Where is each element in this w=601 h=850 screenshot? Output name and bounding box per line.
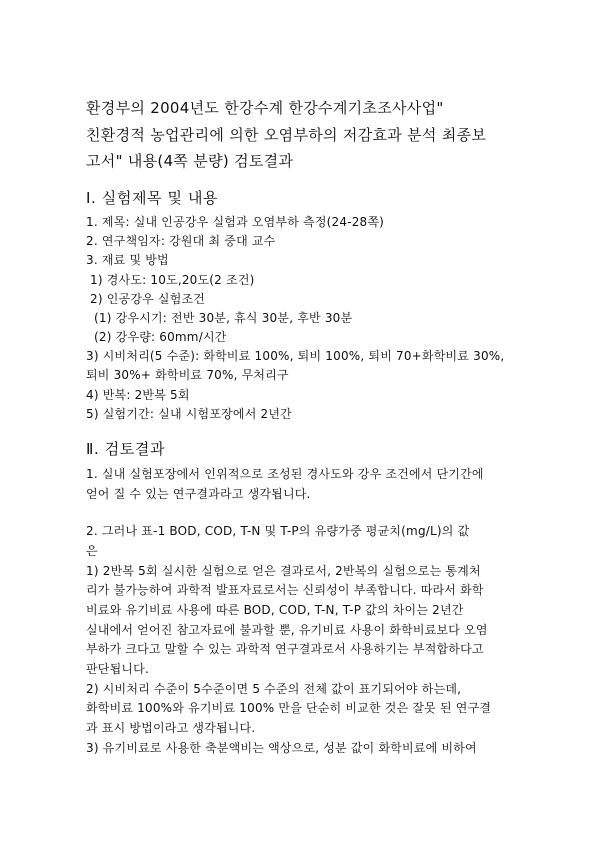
- section-2-line: 얻어 질 수 있는 연구결과라고 생각됩니다.: [86, 487, 311, 501]
- section-1-item: (2) 강우량: 60mm/시간: [94, 330, 227, 344]
- section-2-line: 3) 유기비료로 사용한 축분액비는 액상으로, 성분 값이 화학비료에 비하여: [86, 741, 477, 755]
- section-1-item: (1) 강우시기: 전반 30분, 휴식 30분, 후반 30분: [94, 311, 353, 325]
- section-2-line: 1. 실내 실험포장에서 인위적으로 조성된 경사도와 강우 조건에서 단기간에: [86, 467, 484, 481]
- section-1-item: 2) 인공강우 실험조건: [90, 292, 206, 306]
- section-1-item: 1. 제목: 실내 인공강우 실험과 오염부하 측정(24-28쪽): [86, 215, 385, 229]
- section-1-item: 1) 경사도: 10도,20도(2 조건): [90, 273, 255, 287]
- section-2-line: 리가 불가능하여 과학적 발표자료로서는 신뢰성이 부족합니다. 따라서 화학: [86, 583, 484, 597]
- section-2-line: 판단됩니다.: [86, 662, 149, 676]
- section-2-line: 화학비료 100%와 유기비료 100% 만을 단순히 비교한 것은 잘못 된 연구결: [86, 701, 492, 715]
- title-line-1: 환경부의 2004년도 한강수계 한강수계기초조사사업": [86, 99, 444, 117]
- section-1-item: 4) 반복: 2반복 5회: [86, 388, 190, 402]
- section-1-item: 3) 시비처리(5 수준): 화학비료 100%, 퇴비 100%, 퇴비 70+화학비료 30%,: [86, 349, 505, 363]
- section-1-heading: Ⅰ. 실험제목 및 내용: [86, 189, 219, 207]
- section-2-line: 1) 2반복 5회 실시한 실험으로 얻은 결과로서, 2반복의 실험으로는 통계처: [86, 564, 481, 578]
- section-2-line: 2) 시비처리 수준이 5수준이면 5 수준의 전체 값이 표기되어야 하는데,: [86, 682, 462, 696]
- section-1-item: 퇴비 30%+ 화학비료 70%, 무처리구: [86, 368, 289, 382]
- section-2-line: 과 표시 방법이라고 생각됩니다.: [86, 721, 256, 735]
- section-2-line: 비료와 유기비료 사용에 따른 BOD, COD, T-N, T-P 값의 차이는 2년간: [86, 603, 464, 617]
- title-line-3: 고서" 내용(4쪽 분량) 검토결과: [86, 152, 294, 170]
- section-2-line: 실내에서 얻어진 참고자료에 불과할 뿐, 유기비료 사용이 화학비료보다 오염: [86, 623, 488, 637]
- title-line-2: 친환경적 농업관리에 의한 오염부하의 저감효과 분석 최종보: [86, 126, 487, 144]
- section-2-line: 부하가 크다고 말할 수 있는 과학적 연구결과로서 사용하기는 부적합하다고: [86, 642, 484, 656]
- section-1-item: 3. 재료 및 방법: [86, 253, 169, 267]
- section-1-item: 2. 연구책임자: 강원대 최 중대 교수: [86, 234, 276, 248]
- section-2-heading: Ⅱ. 검토결과: [86, 440, 166, 458]
- section-1-item: 5) 실험기간: 실내 시험포장에서 2년간: [86, 407, 292, 421]
- section-2-line: 2. 그러나 표-1 BOD, COD, T-N 및 T-P의 유량가중 평균치(mg/L)의 값: [86, 524, 470, 538]
- section-2-line: 은: [86, 544, 98, 558]
